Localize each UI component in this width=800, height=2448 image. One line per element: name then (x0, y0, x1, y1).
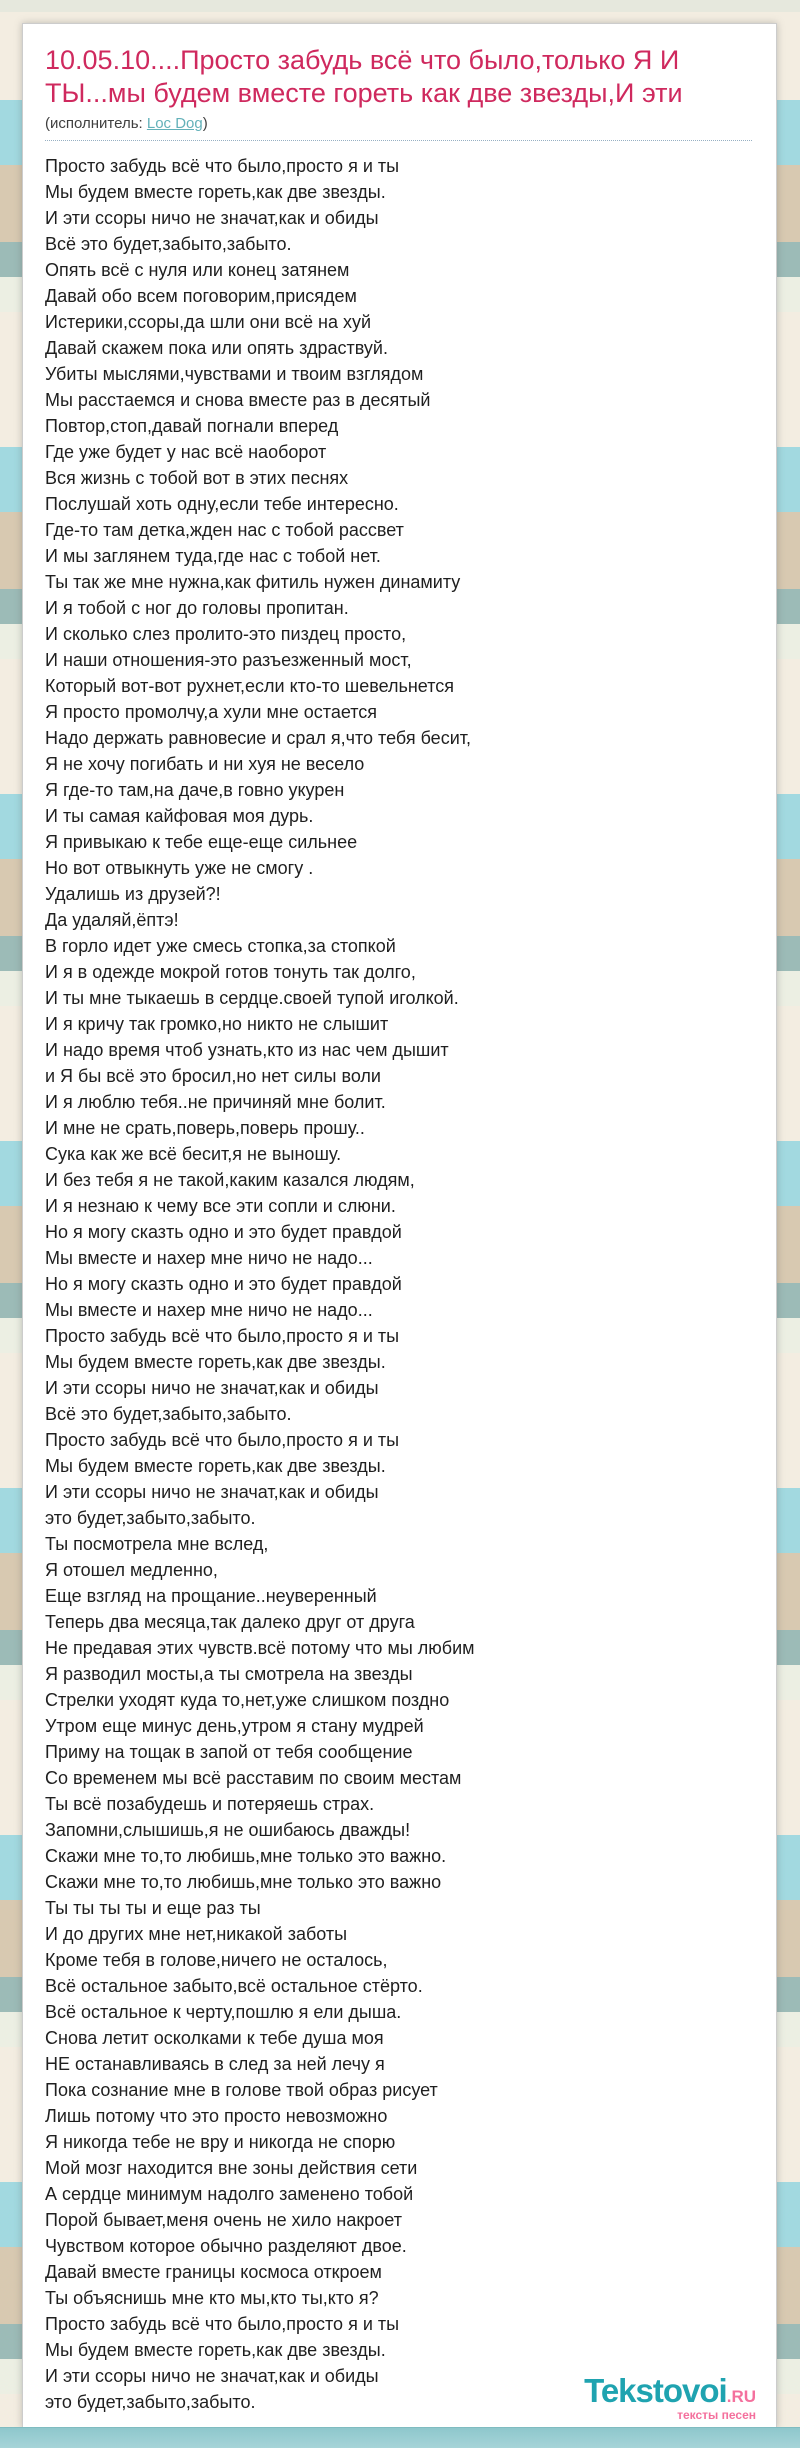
lyric-line: Ты посмотрела мне вслед, (45, 1534, 269, 1554)
lyric-line: Просто забудь всё что было,просто я и ты (45, 1430, 400, 1450)
lyric-line: Просто забудь всё что было,просто я и ты (45, 1326, 400, 1346)
lyric-line: Лишь потому что это просто невозможно (45, 2106, 388, 2126)
lyric-line: Мы будем вместе гореть,как две звезды. (45, 2340, 386, 2360)
lyric-line: Надо держать равновесие и срал я,что тебя бесит, (45, 728, 471, 748)
lyric-line: Чувством которое обычно разделяют двое. (45, 2236, 407, 2256)
lyric-line: Я где-то там,на даче,в говно укурен (45, 780, 345, 800)
lyric-line: А сердце минимум надолго заменено тобой (45, 2184, 414, 2204)
lyric-line: Истерики,ссоры,да шли они всё на хуй (45, 312, 372, 332)
lyric-line: Всё остальное забыто,всё остальное стёрто. (45, 1976, 423, 1996)
lyric-line: Ты объяснишь мне кто мы,кто ты,кто я? (45, 2288, 379, 2308)
artist-line (45, 115, 752, 132)
lyric-line: Приму на тощак в запой от тебя сообщение (45, 1742, 413, 1762)
site-logo-tagline: тексты песен (677, 2408, 756, 2422)
lyric-line: Убиты мыслями,чувствами и твоим взглядом (45, 364, 424, 384)
lyric-line: Сука как же всё бесит,я не выношу. (45, 1144, 342, 1164)
lyric-line: Давай вместе границы космоса откроем (45, 2262, 382, 2282)
lyric-line: Утром еще минус день,утром я стану мудрей (45, 1716, 424, 1736)
lyric-line: Я не хочу погибать и ни хуя не весело (45, 754, 365, 774)
lyric-line: Я разводил мосты,а ты смотрела на звезды (45, 1664, 413, 1684)
lyric-line: Кроме тебя в голове,ничего не осталось, (45, 1950, 388, 1970)
lyric-line: Удалишь из друзей?! (45, 884, 221, 904)
lyric-line: Я привыкаю к тебе еще-еще сильнее (45, 832, 358, 852)
lyric-line: Просто забудь всё что было,просто я и ты (45, 2314, 400, 2334)
lyric-line: Да удаляй,ёптэ! (45, 910, 179, 930)
lyric-line: Мы будем вместе гореть,как две звезды. (45, 1352, 386, 1372)
lyric-line: Мы будем вместе гореть,как две звезды. (45, 182, 386, 202)
lyric-line: Не предавая этих чувств.всё потому что мы любим (45, 1638, 475, 1658)
site-logo[interactable] (584, 2374, 756, 2421)
lyric-line: Запомни,слышишь,я не ошибаюсь дважды! (45, 1820, 411, 1840)
lyrics (45, 153, 752, 2415)
lyric-line: И я в одежде мокрой готов тонуть так долго, (45, 962, 416, 982)
artist-prefix-label: (исполнитель: (45, 115, 147, 132)
lyric-line: Ты всё позабудешь и потеряешь страх. (45, 1794, 375, 1814)
lyric-line: Мы расстаемся и снова вместе раз в десятый (45, 390, 431, 410)
lyric-line: Вся жизнь с тобой вот в этих песнях (45, 468, 349, 488)
lyric-line: Мы вместе и нахер мне ничо не надо... (45, 1248, 373, 1268)
lyric-line: И я тобой с ног до головы пропитан. (45, 598, 349, 618)
lyric-line: И без тебя я не такой,каким казался людям, (45, 1170, 415, 1190)
lyric-line: И мне не срать,поверь,поверь прошу.. (45, 1118, 365, 1138)
lyric-line: И ты самая кайфовая моя дурь. (45, 806, 314, 826)
lyric-line: Повтор,стоп,давай погнали вперед (45, 416, 339, 436)
artist-suffix-label: ) (202, 115, 208, 132)
footer-strip (0, 2427, 800, 2448)
lyric-line: это будет,забыто,забыто. (45, 2392, 256, 2412)
site-logo-domain: .RU (726, 2387, 756, 2406)
lyric-line: И сколько слез пролито-это пиздец просто, (45, 624, 407, 644)
lyric-line: Со временем мы всё расставим по своим местам (45, 1768, 462, 1788)
lyric-line: И эти ссоры ничо не значат,как и обиды (45, 208, 379, 228)
lyric-line: это будет,забыто,забыто. (45, 1508, 256, 1528)
lyric-line: Давай обо всем поговорим,присядем (45, 286, 357, 306)
lyric-line: Мы будем вместе гореть,как две звезды. (45, 1456, 386, 1476)
lyric-line: В горло идет уже смесь стопка,за стопкой (45, 936, 396, 956)
lyric-line: Теперь два месяца,так далеко друг от друга (45, 1612, 415, 1632)
lyric-line: Но я могу сказть одно и это будет правдой (45, 1274, 402, 1294)
lyric-line: Я просто промолчу,а хули мне остается (45, 702, 378, 722)
lyric-line: Где уже будет у нас всё наоборот (45, 442, 327, 462)
lyric-line: Пока сознание мне в голове твой образ рисует (45, 2080, 438, 2100)
site-logo-wordmark (584, 2374, 756, 2407)
lyric-line: И до других мне нет,никакой заботы (45, 1924, 348, 1944)
lyric-line: И надо время чтоб узнать,кто из нас чем дышит (45, 1040, 449, 1060)
lyric-line: Мы вместе и нахер мне ничо не надо... (45, 1300, 373, 1320)
lyric-line: Всё это будет,забыто,забыто. (45, 234, 292, 254)
lyric-line: Скажи мне то,то любишь,мне только это важно (45, 1872, 442, 1892)
lyric-line: Всё остальное к черту,пошлю я ели дыша. (45, 2002, 402, 2022)
lyric-line: Где-то там детка,жден нас с тобой рассвет (45, 520, 404, 540)
lyric-line: НЕ останавливаясь в след за ней лечу я (45, 2054, 385, 2074)
lyric-line: И ты мне тыкаешь в сердце.своей тупой иголкой. (45, 988, 459, 1008)
content-box (22, 23, 777, 2428)
lyric-line: И я люблю тебя..не причиняй мне болит. (45, 1092, 386, 1112)
lyric-line: Давай скажем пока или опять здраствуй. (45, 338, 388, 358)
artist-link[interactable]: Loc Dog (146, 115, 203, 132)
lyric-line: И эти ссоры ничо не значат,как и обиды (45, 2366, 379, 2386)
lyric-line: Скажи мне то,то любишь,мне только это важно. (45, 1846, 447, 1866)
site-logo-brand: Tekstovoi (584, 2372, 727, 2409)
lyric-line: Ты так же мне нужна,как фитиль нужен динамиту (45, 572, 461, 592)
lyric-line: Всё это будет,забыто,забыто. (45, 1404, 292, 1424)
lyric-line: Который вот-вот рухнет,если кто-то шевельнется (45, 676, 454, 696)
lyric-line: Послушай хоть одну,если тебе интересно. (45, 494, 399, 514)
lyric-line: Но я могу сказть одно и это будет правдой (45, 1222, 402, 1242)
lyric-line: Стрелки уходят куда то,нет,уже слишком поздно (45, 1690, 450, 1710)
page-title: 10.05.10....Просто забудь всё что было,только Я И ТЫ...мы будем вместе гореть как две звезды,И эти (45, 45, 683, 108)
lyric-line: Еще взгляд на прощание..неуверенный (45, 1586, 377, 1606)
lyric-line: И я кричу так громко,но никто не слышит (45, 1014, 389, 1034)
background-top-strip (0, 0, 800, 12)
lyric-line: Но вот отвыкнуть уже не смогу . (45, 858, 314, 878)
lyric-line: И эти ссоры ничо не значат,как и обиды (45, 1378, 379, 1398)
lyric-line: Ты ты ты ты и еще раз ты (45, 1898, 261, 1918)
lyric-line: и Я бы всё это бросил,но нет силы воли (45, 1066, 381, 1086)
lyric-line: Просто забудь всё что было,просто я и ты (45, 156, 400, 176)
lyric-line: Снова летит осколками к тебе душа моя (45, 2028, 384, 2048)
lyric-line: Опять всё с нуля или конец затянем (45, 260, 350, 280)
lyric-line: Я никогда тебе не вру и никогда не спорю (45, 2132, 396, 2152)
lyric-line: И я незнаю к чему все эти сопли и слюни. (45, 1196, 396, 1216)
lyric-line: И мы заглянем туда,где нас с тобой нет. (45, 546, 381, 566)
lyric-line: Порой бывает,меня очень не хило накроет (45, 2210, 402, 2230)
lyric-line: И эти ссоры ничо не значат,как и обиды (45, 1482, 379, 1502)
lyric-line: И наши отношения-это разъезженный мост, (45, 650, 412, 670)
dotted-separator (45, 140, 752, 141)
lyric-line: Я отошел медленно, (45, 1560, 218, 1580)
lyric-line: Мой мозг находится вне зоны действия сети (45, 2158, 418, 2178)
